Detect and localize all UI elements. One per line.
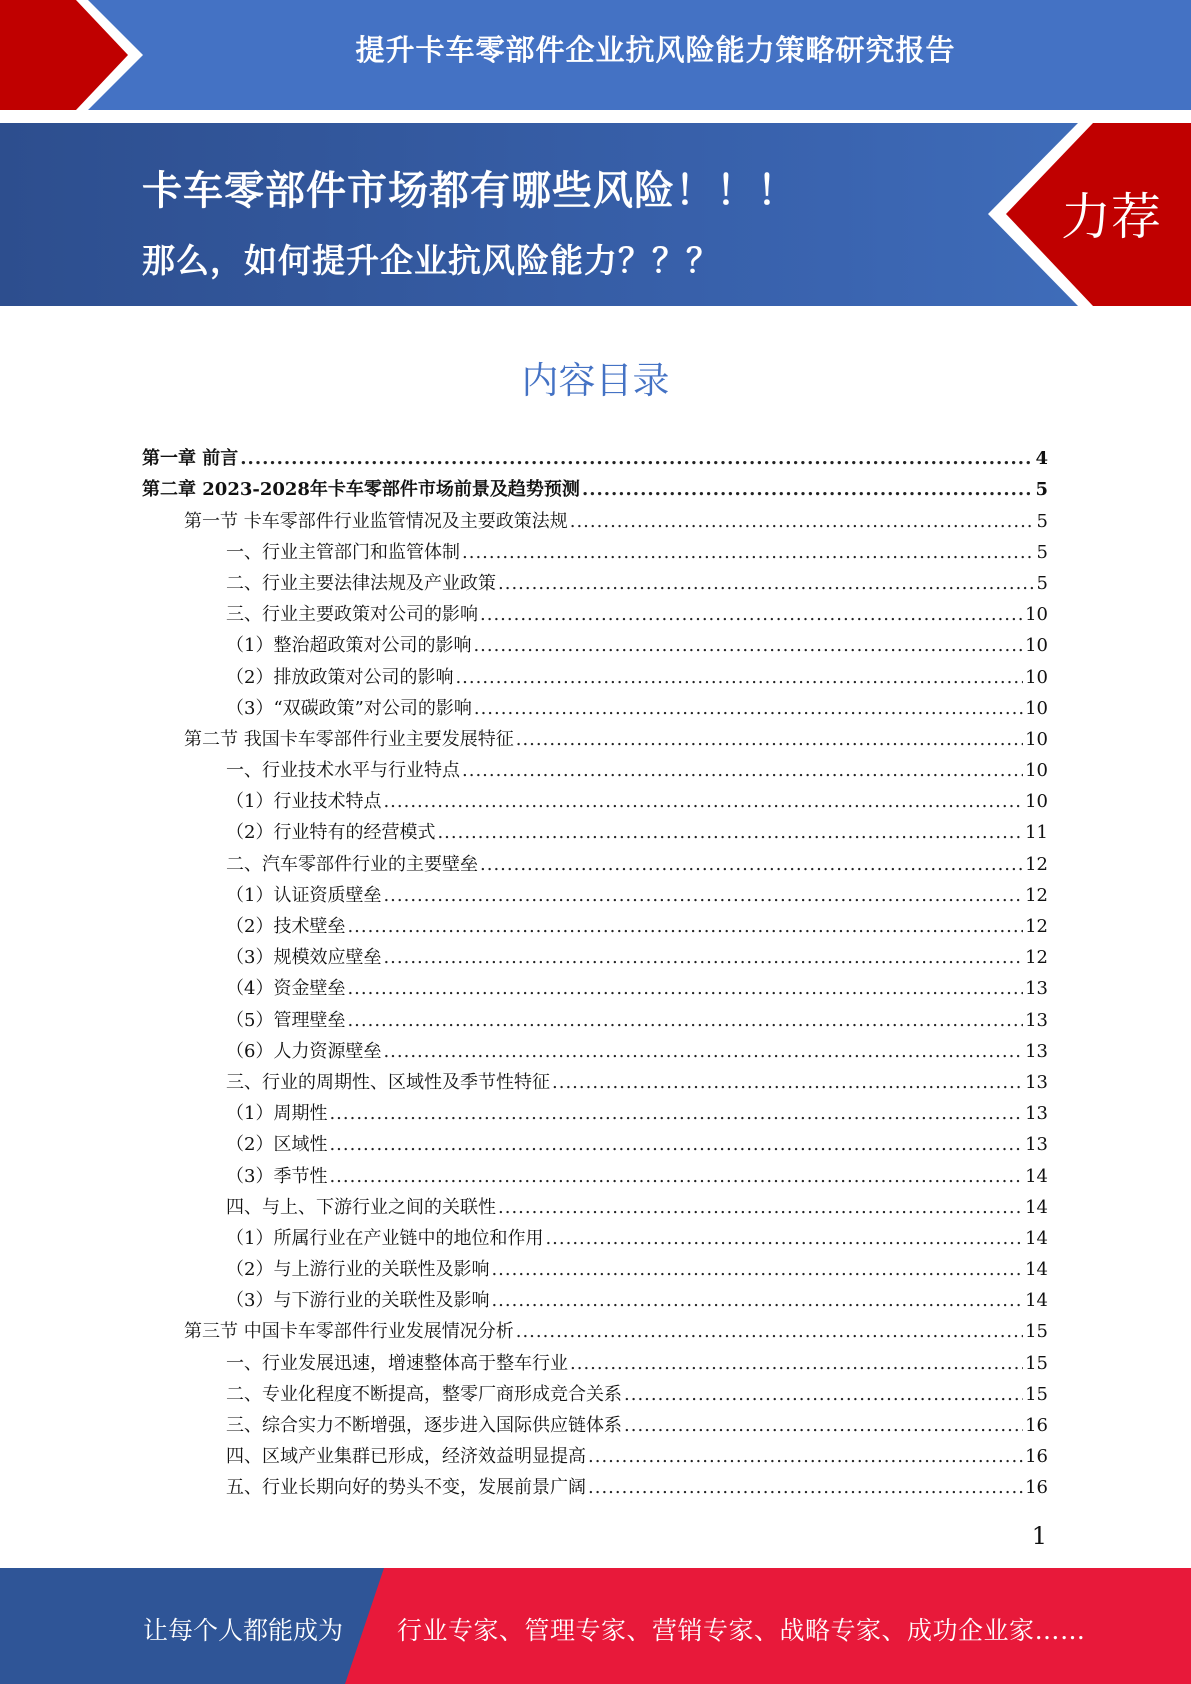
toc-entry-page: 4 bbox=[1035, 448, 1048, 470]
toc-entry-label: 一、行业技术水平与行业特点 bbox=[226, 760, 460, 782]
toc-entry[interactable] bbox=[142, 1281, 1048, 1312]
toc-entry-page: 10 bbox=[1025, 791, 1048, 813]
toc-entry-page: 14 bbox=[1025, 1196, 1048, 1218]
toc-entry-page: 11 bbox=[1025, 822, 1048, 844]
toc-entry-label: 一、行业发展迅速，增速整体高于整车行业 bbox=[226, 1352, 568, 1374]
toc-entry-page: 15 bbox=[1025, 1321, 1048, 1343]
toc-leader-dots bbox=[570, 511, 1035, 533]
toc-entry-label: （2）区域性 bbox=[226, 1134, 328, 1156]
toc-entry-label: 第二章 2023-2028年卡车零部件市场前景及趋势预测 bbox=[142, 479, 580, 501]
toc-leader-dots bbox=[582, 479, 1034, 501]
toc-leader-dots bbox=[462, 760, 1023, 782]
toc-entry-page: 5 bbox=[1036, 510, 1048, 532]
toc-entry-page: 13 bbox=[1025, 1009, 1048, 1031]
toc-entry-label: 第一节 卡车零部件行业监管情况及主要政策法规 bbox=[184, 510, 568, 532]
page-number: 1 bbox=[1031, 1522, 1047, 1550]
toc-entry-page: 14 bbox=[1025, 1165, 1048, 1187]
toc-entry[interactable] bbox=[142, 1094, 1048, 1125]
toc-entry-page: 10 bbox=[1025, 635, 1048, 657]
toc-entry[interactable] bbox=[142, 564, 1048, 595]
toc-entry[interactable] bbox=[142, 720, 1048, 751]
header-band bbox=[0, 0, 1191, 110]
toc-entry-label: （2）行业特有的经营模式 bbox=[226, 822, 436, 844]
toc-leader-dots bbox=[624, 1384, 1023, 1406]
toc-entry-label: （1）整治超政策对公司的影响 bbox=[226, 635, 472, 657]
toc-entry-page: 13 bbox=[1025, 1134, 1048, 1156]
toc-entry-label: （3）“双碳政策”对公司的影响 bbox=[226, 697, 472, 719]
footer bbox=[0, 1568, 1191, 1684]
toc-leader-dots bbox=[491, 1259, 1023, 1281]
toc-entry-label: （3）与下游行业的关联性及影响 bbox=[226, 1290, 490, 1312]
toc-entry[interactable] bbox=[142, 533, 1048, 564]
toc-entry[interactable] bbox=[142, 1219, 1048, 1250]
toc-leader-dots bbox=[383, 885, 1023, 907]
toc-entry-label: （1）认证资质壁垒 bbox=[226, 884, 382, 906]
toc-entry-page: 10 bbox=[1025, 728, 1048, 750]
footer-slogan-left: 让每个人都能成为 bbox=[143, 1616, 344, 1645]
toc-entry-page: 15 bbox=[1025, 1383, 1048, 1405]
toc-entry-page: 10 bbox=[1025, 697, 1048, 719]
toc-entry[interactable] bbox=[142, 938, 1048, 969]
toc-entry[interactable] bbox=[142, 1063, 1048, 1094]
toc-entry[interactable] bbox=[142, 1406, 1048, 1437]
toc-entry[interactable] bbox=[142, 1188, 1048, 1219]
toc-entry-label: （2）排放政策对公司的影响 bbox=[226, 666, 454, 688]
toc-entry-page: 10 bbox=[1025, 666, 1048, 688]
toc-entry-label: （1）周期性 bbox=[226, 1103, 328, 1125]
toc-entry-page: 12 bbox=[1025, 853, 1048, 875]
toc-entry[interactable] bbox=[142, 844, 1048, 875]
toc-entry-page: 12 bbox=[1025, 947, 1048, 969]
toc-entry[interactable] bbox=[142, 876, 1048, 907]
toc-entry-page: 13 bbox=[1025, 1103, 1048, 1125]
toc-entry-page: 16 bbox=[1025, 1477, 1048, 1499]
toc-leader-dots bbox=[437, 822, 1023, 844]
toc-entry-page: 16 bbox=[1025, 1415, 1048, 1436]
toc-entry-label: 一、行业主管部门和监管体制 bbox=[226, 541, 460, 563]
toc-leader-dots bbox=[491, 1290, 1023, 1312]
toc-leader-dots bbox=[480, 854, 1023, 876]
toc-entry[interactable] bbox=[142, 626, 1048, 657]
toc-entry-label: （2）技术壁垒 bbox=[226, 916, 346, 937]
toc-entry-page: 5 bbox=[1036, 541, 1048, 563]
toc-leader-dots bbox=[329, 1103, 1023, 1125]
toc-entry-label: 二、专业化程度不断提高，整零厂商形成竞合关系 bbox=[226, 1383, 622, 1405]
toc-entry-page: 14 bbox=[1025, 1259, 1048, 1281]
report-title: 提升卡车零部件企业抗风险能力策略研究报告 bbox=[355, 33, 956, 67]
toc-entry-page: 10 bbox=[1025, 760, 1048, 782]
toc-entry-label: （5）管理壁垒 bbox=[226, 1009, 346, 1031]
header-red-arrow bbox=[0, 0, 150, 110]
toc-leader-dots bbox=[570, 1353, 1023, 1375]
footer-slogan-right: 行业专家、管理专家、营销专家、战略专家、成功企业家…… bbox=[397, 1616, 1086, 1645]
toc-entry-label: （3）季节性 bbox=[226, 1165, 328, 1187]
toc-leader-dots bbox=[462, 542, 1035, 564]
toc-entry[interactable] bbox=[142, 470, 1048, 501]
toc-entry-label: （1）行业技术特点 bbox=[226, 791, 382, 813]
toc-leader-dots bbox=[480, 604, 1023, 626]
toc-entry-page: 13 bbox=[1025, 978, 1048, 1000]
toc-entry-page: 15 bbox=[1025, 1352, 1048, 1374]
toc-leader-dots bbox=[498, 573, 1035, 595]
toc-entry[interactable] bbox=[142, 969, 1048, 1000]
toc-entry[interactable] bbox=[142, 1156, 1048, 1187]
toc-entry-label: 第一章 前言 bbox=[142, 448, 239, 470]
toc-entry[interactable] bbox=[142, 1312, 1048, 1343]
toc-entry-label: 第二节 我国卡车零部件行业主要发展特征 bbox=[184, 728, 514, 750]
toc-entry-page: 5 bbox=[1036, 572, 1048, 594]
toc-entry-page: 16 bbox=[1025, 1446, 1048, 1468]
toc-entry-label: （6）人力资源壁垒 bbox=[226, 1040, 382, 1062]
banner-subheadline: 那么，如何提升企业抗风险能力？？？ bbox=[142, 241, 720, 280]
toc-leader-dots bbox=[588, 1477, 1023, 1499]
toc-entry-page: 12 bbox=[1025, 916, 1048, 937]
toc-leader-dots bbox=[347, 978, 1023, 1000]
toc-entry[interactable] bbox=[142, 813, 1048, 844]
toc-leader-dots bbox=[474, 698, 1023, 720]
toc-entry[interactable] bbox=[142, 1032, 1048, 1063]
toc-entry-label: 四、区域产业集群已形成，经济效益明显提高 bbox=[226, 1446, 586, 1468]
toc-entry-label: （4）资金壁垒 bbox=[226, 978, 346, 1000]
toc-leader-dots bbox=[552, 1072, 1023, 1094]
toc-entry-label: （1）所属行业在产业链中的地位和作用 bbox=[226, 1227, 544, 1249]
toc-entry-page: 14 bbox=[1025, 1290, 1048, 1312]
toc-entry[interactable] bbox=[142, 689, 1048, 720]
toc-entry[interactable] bbox=[142, 595, 1048, 626]
toc-entry[interactable] bbox=[142, 439, 1048, 470]
toc-entry-label: 第三节 中国卡车零部件行业发展情况分析 bbox=[184, 1321, 514, 1343]
toc-leader-dots bbox=[516, 1321, 1023, 1343]
toc-entry[interactable] bbox=[142, 1250, 1048, 1281]
toc-entry-page: 14 bbox=[1025, 1227, 1048, 1249]
toc-entry[interactable] bbox=[142, 782, 1048, 813]
toc-entry[interactable] bbox=[142, 907, 1048, 938]
badge-label: 力荐 bbox=[1061, 188, 1161, 246]
toc-leader-dots bbox=[516, 729, 1023, 751]
toc-leader-dots bbox=[329, 1166, 1023, 1188]
toc-entry-page: 10 bbox=[1025, 604, 1048, 626]
toc-leader-dots bbox=[383, 791, 1023, 813]
toc-title: 内容目录 bbox=[521, 359, 670, 402]
toc-leader-dots bbox=[545, 1228, 1023, 1250]
toc-leader-dots bbox=[455, 667, 1023, 689]
toc-entry[interactable] bbox=[142, 657, 1048, 688]
table-of-contents bbox=[142, 439, 1048, 1499]
banner-headline: 卡车零部件市场都有哪些风险！！！ bbox=[142, 168, 798, 214]
toc-leader-dots bbox=[383, 1041, 1023, 1063]
toc-entry[interactable] bbox=[142, 1343, 1048, 1374]
toc-entry[interactable] bbox=[142, 1375, 1048, 1406]
toc-entry[interactable] bbox=[142, 1468, 1048, 1499]
toc-leader-dots bbox=[473, 635, 1023, 657]
toc-entry-label: 二、汽车零部件行业的主要壁垒 bbox=[226, 853, 478, 875]
toc-leader-dots bbox=[588, 1446, 1023, 1468]
toc-entry[interactable] bbox=[142, 1437, 1048, 1468]
promo-banner bbox=[0, 123, 1191, 306]
toc-leader-dots bbox=[347, 916, 1023, 938]
toc-entry[interactable] bbox=[142, 751, 1048, 782]
toc-entry-page: 12 bbox=[1025, 884, 1048, 906]
toc-leader-dots bbox=[329, 1134, 1023, 1156]
toc-entry[interactable] bbox=[142, 1125, 1048, 1156]
toc-entry-label: 二、行业主要法律法规及产业政策 bbox=[226, 572, 496, 594]
toc-entry[interactable] bbox=[142, 501, 1048, 532]
toc-entry-label: （2）与上游行业的关联性及影响 bbox=[226, 1259, 490, 1281]
toc-leader-dots bbox=[347, 1010, 1023, 1032]
toc-entry-label: 五、行业长期向好的势头不变，发展前景广阔 bbox=[226, 1477, 586, 1499]
toc-entry-label: 四、与上、下游行业之间的关联性 bbox=[226, 1196, 496, 1218]
toc-leader-dots bbox=[498, 1197, 1023, 1219]
toc-entry[interactable] bbox=[142, 1000, 1048, 1031]
toc-entry-label: 三、综合实力不断增强，逐步进入国际供应链体系 bbox=[226, 1415, 622, 1436]
toc-entry-page: 13 bbox=[1025, 1071, 1048, 1093]
toc-entry-page: 13 bbox=[1025, 1040, 1048, 1062]
toc-leader-dots bbox=[624, 1415, 1023, 1437]
toc-entry-label: 三、行业主要政策对公司的影响 bbox=[226, 604, 478, 626]
toc-leader-dots bbox=[383, 947, 1023, 969]
toc-entry-label: 三、行业的周期性、区域性及季节性特征 bbox=[226, 1071, 550, 1093]
toc-entry-label: （3）规模效应壁垒 bbox=[226, 947, 382, 969]
toc-leader-dots bbox=[240, 448, 1033, 470]
toc-entry-page: 5 bbox=[1035, 479, 1048, 501]
